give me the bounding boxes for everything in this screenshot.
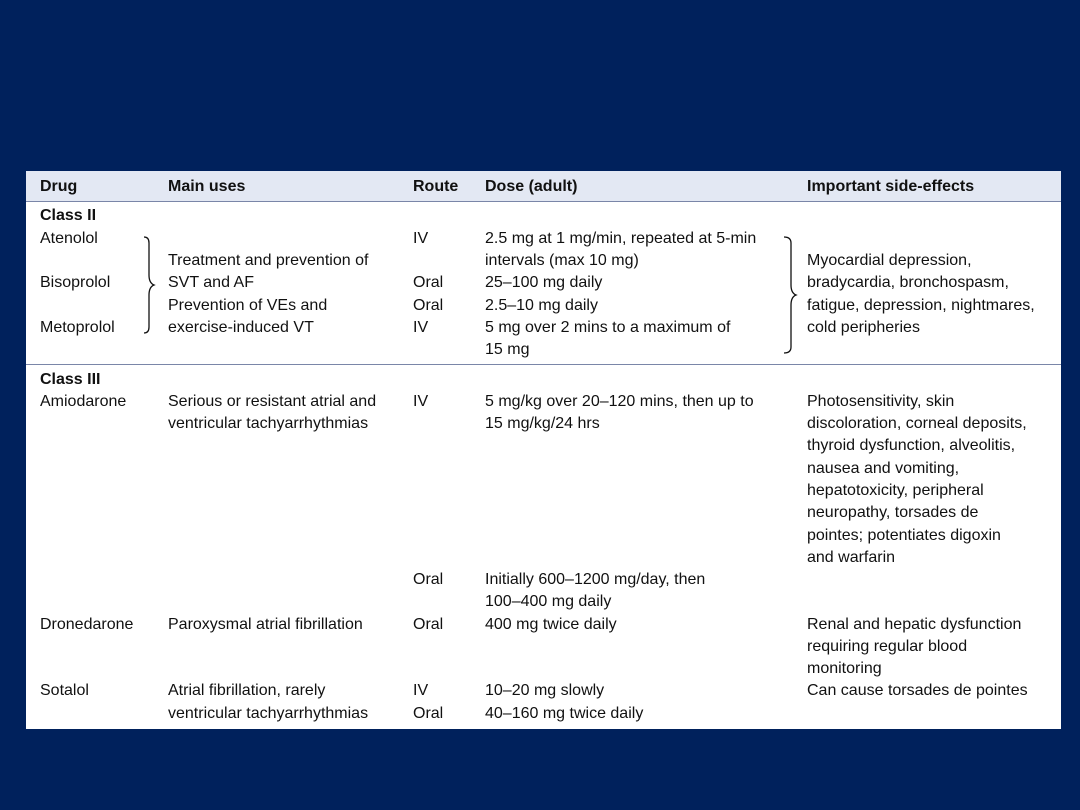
table-header <box>26 171 1061 202</box>
amiodarone-side-line: nausea and vomiting, <box>807 460 960 477</box>
sotalol-use-line: ventricular tachyarrhythmias <box>168 705 369 722</box>
route-metoprolol: IV <box>413 319 429 336</box>
header-route: Route <box>413 178 459 195</box>
class-iii-title: Class III <box>40 371 101 388</box>
drug-bisoprolol: Bisoprolol <box>40 274 111 291</box>
amiodarone-side-line: thyroid dysfunction, alveolitis, <box>807 437 1016 454</box>
dose-line: intervals (max 10 mg) <box>485 252 639 269</box>
header-dose: Dose (adult) <box>485 178 578 195</box>
sotalol-use-line: Atrial fibrillation, rarely <box>168 682 326 699</box>
amiodarone-side-line: hepatotoxicity, peripheral <box>807 482 984 499</box>
drug-table <box>26 171 1061 729</box>
drug-atenolol: Atenolol <box>40 230 98 247</box>
route-prevention: Oral <box>413 297 444 314</box>
header-side-effects: Important side-effects <box>807 178 975 195</box>
header-main-uses: Main uses <box>168 178 246 195</box>
route-sotalol-oral: Oral <box>413 705 444 722</box>
class-ii-title: Class II <box>40 207 97 224</box>
drug-amiodarone: Amiodarone <box>40 393 127 410</box>
route-amiodarone-oral: Oral <box>413 571 444 588</box>
class-ii-use-line: exercise-induced VT <box>168 319 314 336</box>
dose-line: 2.5–10 mg daily <box>485 297 598 314</box>
amiodarone-use-line: Serious or resistant atrial and <box>168 393 377 410</box>
sotalol-dose-line: 10–20 mg slowly <box>485 682 605 699</box>
dronedarone-side-line: monitoring <box>807 660 882 677</box>
amiodarone-side-line: pointes; potentiates digoxin <box>807 527 1001 544</box>
amiodarone-oral-dose-line: 100–400 mg daily <box>485 593 612 610</box>
class-ii-side-line: Myocardial depression, <box>807 252 972 269</box>
route-sotalol-iv: IV <box>413 682 429 699</box>
amiodarone-use-line: ventricular tachyarrhythmias <box>168 415 369 432</box>
class-ii-use-line: Prevention of VEs and <box>168 297 328 314</box>
class-ii-side-line: fatigue, depression, nightmares, <box>807 297 1035 314</box>
right-brace-icon <box>782 235 798 355</box>
amiodarone-side-line: Photosensitivity, skin <box>807 393 955 410</box>
drug-dronedarone: Dronedarone <box>40 616 134 633</box>
dronedarone-dose: 400 mg twice daily <box>485 616 617 633</box>
drug-metoprolol: Metoprolol <box>40 319 115 336</box>
class-ii-side-line: bradycardia, bronchospasm, <box>807 274 1009 291</box>
amiodarone-dose-line: 5 mg/kg over 20–120 mins, then up to <box>485 393 754 410</box>
dronedarone-side-line: Renal and hepatic dysfunction <box>807 616 1022 633</box>
sotalol-dose-line: 40–160 mg twice daily <box>485 705 644 722</box>
amiodarone-side-line: discoloration, corneal deposits, <box>807 415 1027 432</box>
class-ii-use-line: Treatment and prevention of <box>168 252 369 269</box>
dose-line: 2.5 mg at 1 mg/min, repeated at 5-min <box>485 230 757 247</box>
header-drug: Drug <box>40 178 78 195</box>
route-atenolol: IV <box>413 230 429 247</box>
route-dronedarone: Oral <box>413 616 444 633</box>
class-divider <box>26 364 1061 365</box>
dose-line: 15 mg <box>485 341 530 358</box>
class-ii-side-line: cold peripheries <box>807 319 920 336</box>
class-ii-use-line: SVT and AF <box>168 274 254 291</box>
amiodarone-dose-line: 15 mg/kg/24 hrs <box>485 415 600 432</box>
dose-line: 25–100 mg daily <box>485 274 603 291</box>
drug-sotalol: Sotalol <box>40 682 89 699</box>
route-amiodarone-iv: IV <box>413 393 429 410</box>
route-bisoprolol: Oral <box>413 274 444 291</box>
left-brace-icon <box>142 235 156 335</box>
amiodarone-side-line: neuropathy, torsades de <box>807 504 979 521</box>
dronedarone-side-line: requiring regular blood <box>807 638 968 655</box>
sotalol-side: Can cause torsades de pointes <box>807 682 1028 699</box>
dose-line: 5 mg over 2 mins to a maximum of <box>485 319 731 336</box>
amiodarone-oral-dose-line: Initially 600–1200 mg/day, then <box>485 571 706 588</box>
amiodarone-side-line: and warfarin <box>807 549 896 566</box>
dronedarone-use: Paroxysmal atrial fibrillation <box>168 616 363 633</box>
